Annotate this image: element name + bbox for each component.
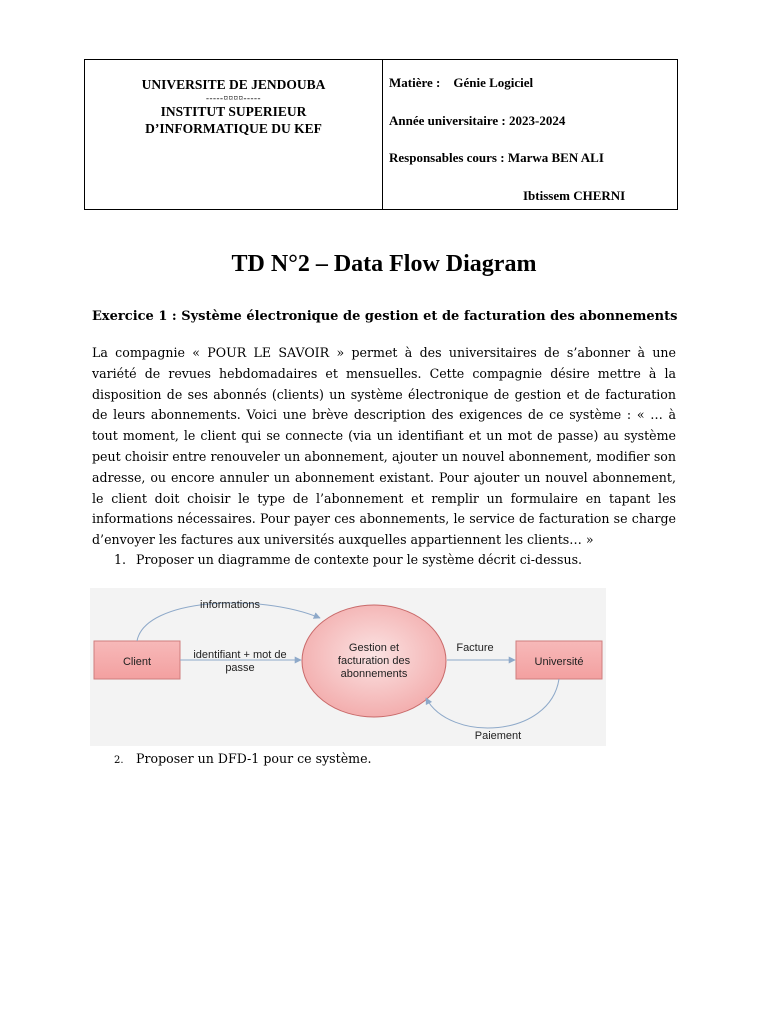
institute-line1: INSTITUT SUPERIEUR xyxy=(160,104,307,119)
responsable-2: Ibtissem CHERNI xyxy=(523,188,626,203)
matiere-label: Matière : xyxy=(389,75,441,90)
annee: Année universitaire : 2023-2024 xyxy=(389,113,566,128)
exercise-paragraph: La compagnie « POUR LE SAVOIR » permet à des universitaires de s’abonner à une variété de revues hebdomadaires et mensuelles. Cette compagnie désire mettre à la disposition de ses abonnés (clients) un système électronique de gestion et de facturation de leurs abonnements. Voici une brève description des exigences de ce système : « … à tout moment, le client qui se connecte (via un identifiant et un mot de passe) au système peut choisir entre renouveler un abonnement, ajouter un nouvel abonnement, modifier son adresse, ou encore annuler un abonnement existant. Pour ajouter un nouvel abonnement, le client doit choisir le type de l’abonnement et remplir un formulaire en tapant les informations nécessaires. Pour payer ces abonnements, le service de facturation se charge d’envoyer les factures aux universités auxquelles appartiennent les clients… » xyxy=(92,345,676,548)
question-2 xyxy=(114,751,372,766)
institute-line2: D’INFORMATIQUE DU KEF xyxy=(145,121,322,136)
exercise-title: Exercice 1 : Système électronique de gestion et de facturation des abonnements xyxy=(92,309,678,324)
process-label-line1: Gestion et xyxy=(348,642,400,654)
context-diagram xyxy=(90,588,606,746)
question-1 xyxy=(114,552,582,567)
matiere-value: Génie Logiciel xyxy=(453,75,534,90)
process-label-line2: facturation des xyxy=(337,655,411,667)
responsables-label: Responsables cours : xyxy=(389,150,505,165)
client-label: Client xyxy=(122,656,152,668)
page-title: TD N°2 – Data Flow Diagram xyxy=(231,251,537,277)
question-2-text: Proposer un DFD-1 pour ce système. xyxy=(136,751,372,766)
process-label-line3: abonnements xyxy=(340,668,408,680)
question-1-text: Proposer un diagramme de contexte pour le système décrit ci-dessus. xyxy=(136,552,583,567)
universite-label: Université xyxy=(534,656,584,668)
matiere-row xyxy=(389,75,533,91)
flow-informations-label: informations xyxy=(200,599,260,611)
institution-cell xyxy=(85,60,383,209)
responsables-row xyxy=(389,150,604,166)
university-name: UNIVERSITE DE JENDOUBA xyxy=(141,77,326,92)
flow-paiement-label: Paiement xyxy=(474,730,522,742)
flow-identifiant-label-line2: passe xyxy=(225,662,255,674)
responsable-1: Marwa BEN ALI xyxy=(507,150,604,165)
header-table xyxy=(84,59,678,210)
flow-identifiant-label-line1: identifiant + mot de xyxy=(193,649,287,661)
course-info-cell xyxy=(383,60,677,209)
question-2-number: 2. xyxy=(114,755,124,766)
flow-facture-label: Facture xyxy=(456,642,494,654)
question-1-number: 1. xyxy=(114,552,127,567)
separator: -----¤¤¤¤----- xyxy=(206,93,261,103)
